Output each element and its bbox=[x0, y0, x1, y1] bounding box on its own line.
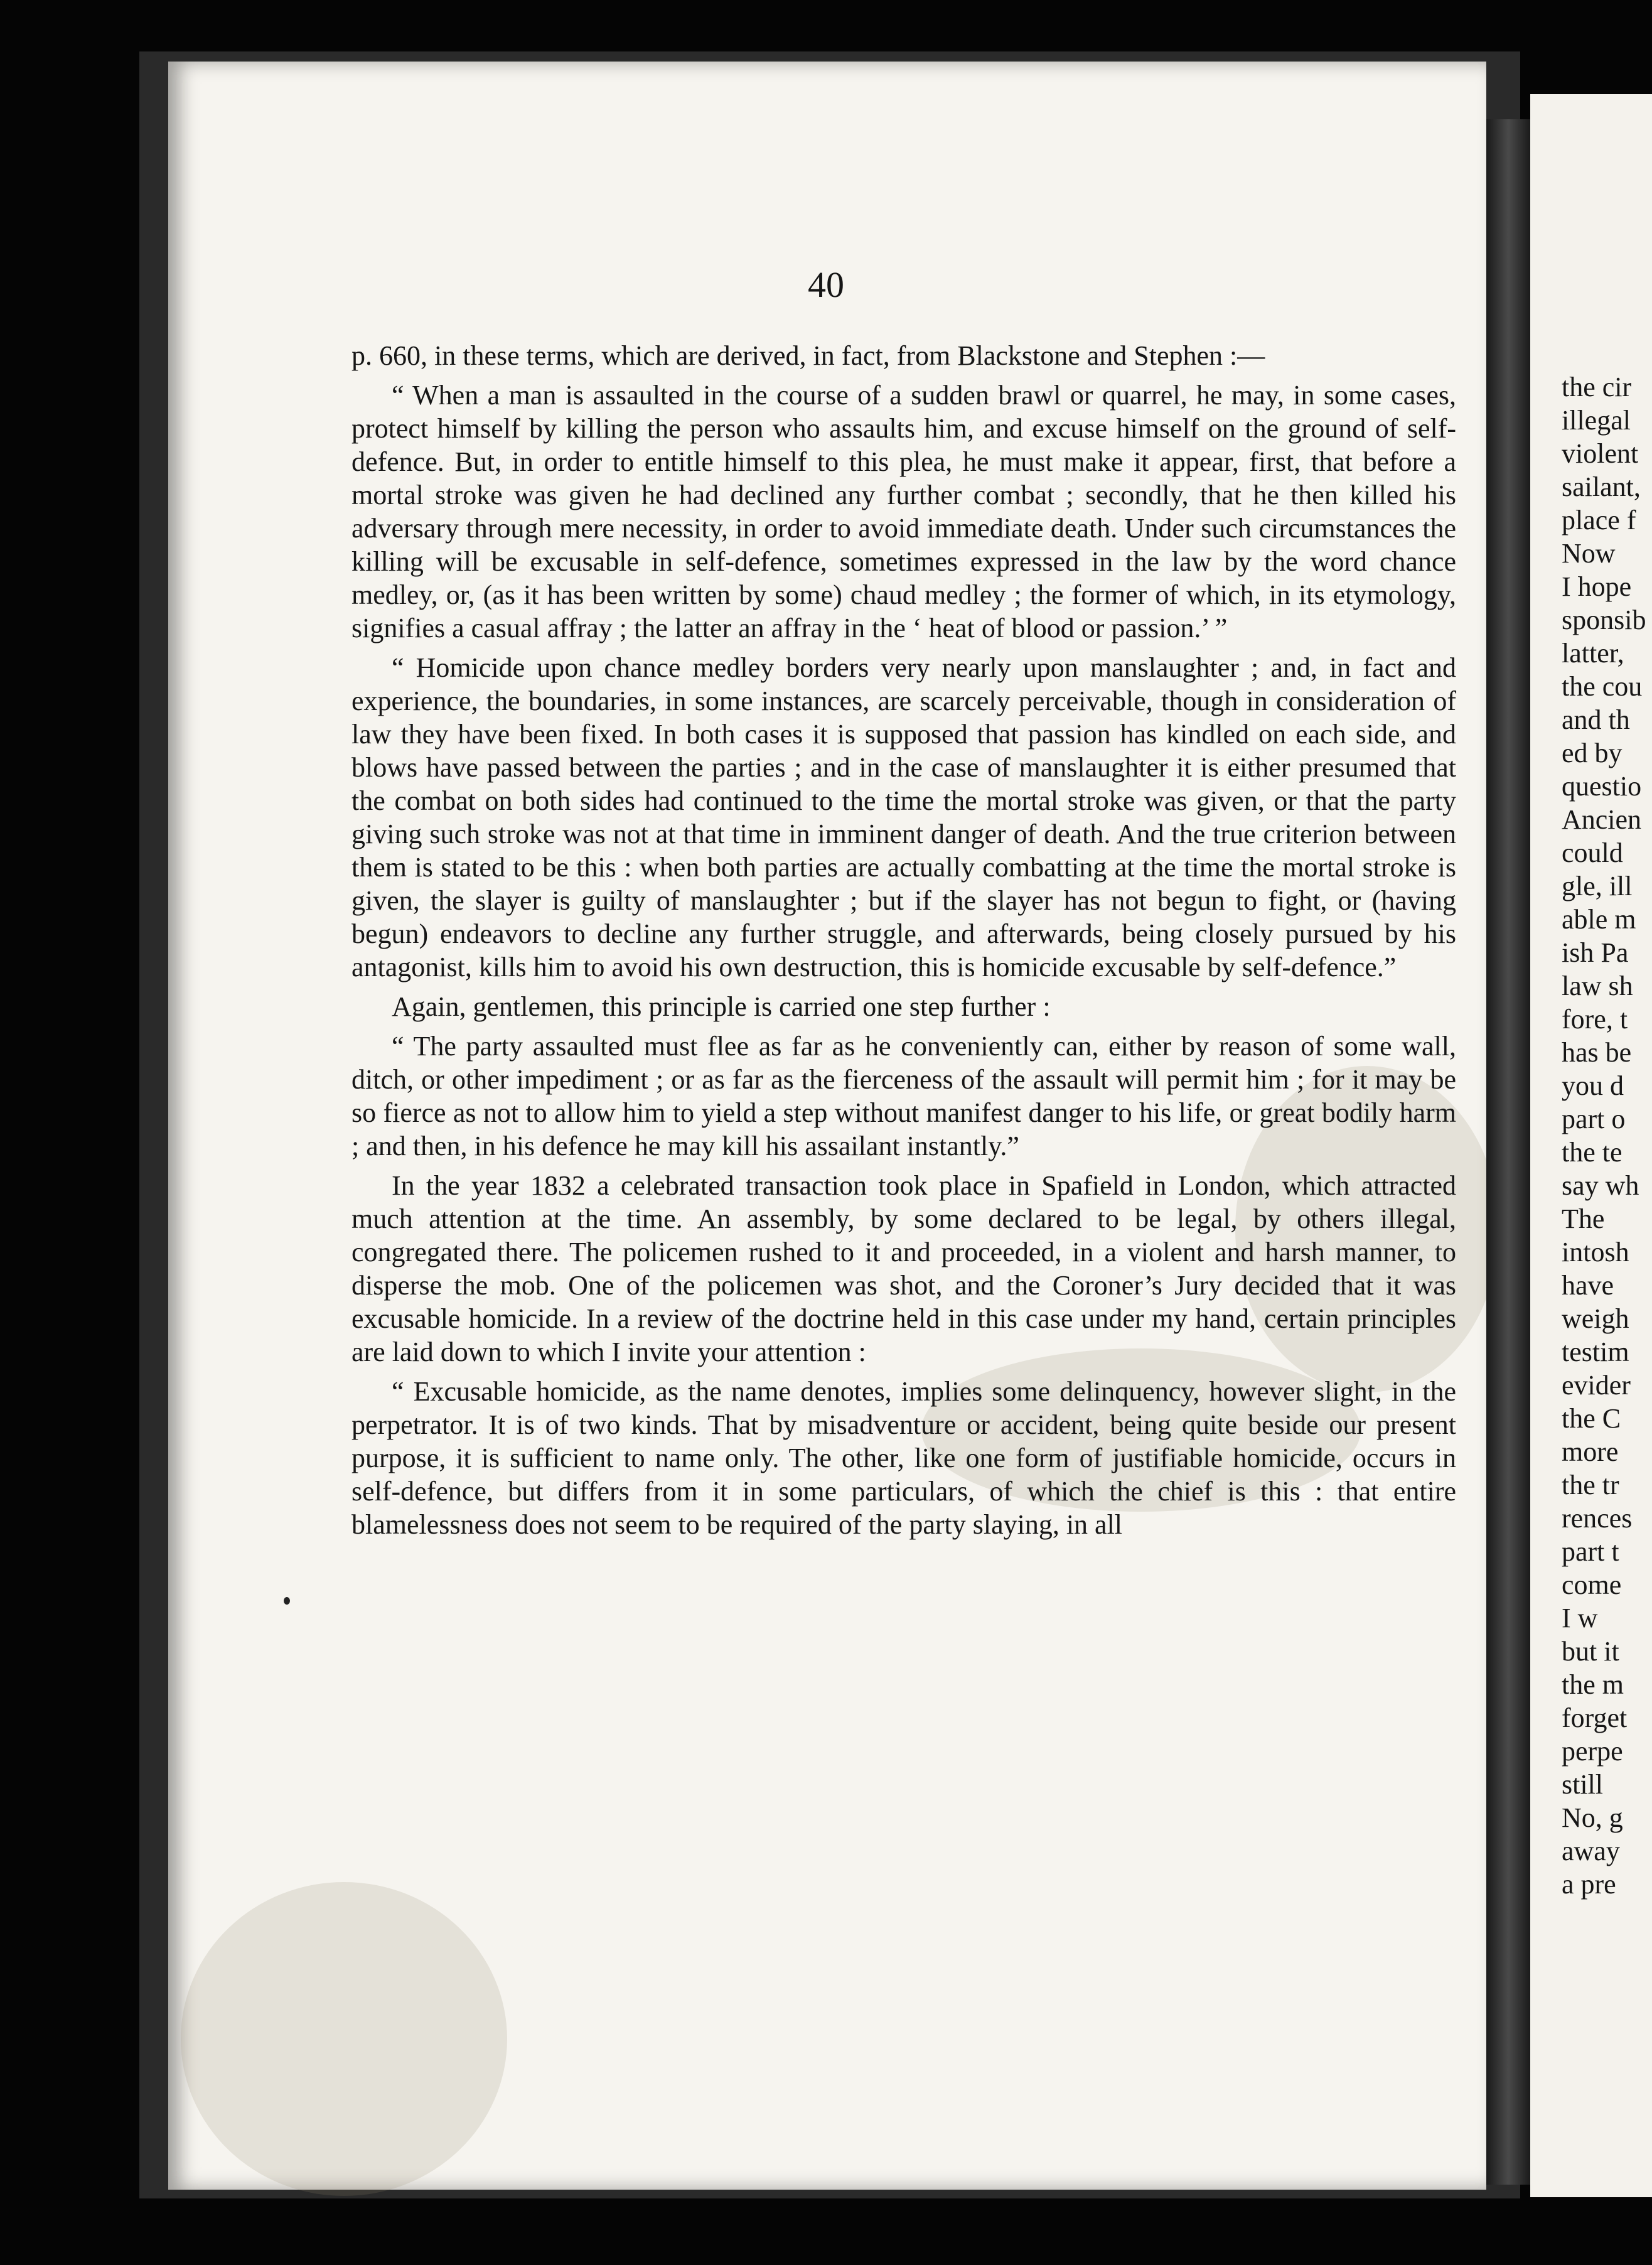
right-page-line: forget bbox=[1562, 1703, 1628, 1733]
right-page-line: the m bbox=[1562, 1669, 1624, 1700]
right-page-line: evider bbox=[1562, 1370, 1631, 1401]
right-page-text bbox=[1562, 370, 1652, 1901]
book-gutter bbox=[1486, 119, 1530, 2185]
right-page-line: part o bbox=[1562, 1104, 1626, 1134]
right-page-line: No, g bbox=[1562, 1802, 1623, 1833]
right-page-line: The bbox=[1562, 1203, 1605, 1234]
right-page-line: but it bbox=[1562, 1636, 1619, 1667]
right-page-line: the tr bbox=[1562, 1470, 1619, 1500]
quote-paragraph: “ Homicide upon chance medley borders very nearly upon manslaughter ; and, in fact and experience, the boundaries, in some instances, are scarcely perceivable, though in consideration of law they have been fixed. In both cases it is supposed that passion has kindled on each side, and blows have passed between the parties ; and in the case of manslaughter it is either presumed that the combat on both sides had continued to the time the mortal stroke was given, or that the party giving such stroke was not at that time in imminent danger of death. And the true criterion between them is stated to be this : when both parties are actually combatting at the time the mortal stroke is given, the slayer is guilty of manslaughter ; but if the slayer has not begun to fight, or (having begun) endeavors to decline any further struggle, and afterwards, being closely pursued by his antagonist, kills him to avoid his own destruction, this is homicide excusable by self-defence.” bbox=[351, 652, 1456, 982]
right-page-line: still bbox=[1562, 1769, 1604, 1800]
right-page-line: violent bbox=[1562, 438, 1639, 469]
right-page-line: ish Pa bbox=[1562, 937, 1629, 968]
right-page-line: law sh bbox=[1562, 971, 1633, 1001]
right-page-line: weigh bbox=[1562, 1303, 1629, 1334]
right-page-line: illegal bbox=[1562, 405, 1631, 436]
right-page-line: a pre bbox=[1562, 1869, 1616, 1900]
right-page-line: have bbox=[1562, 1270, 1614, 1301]
right-page-line: and th bbox=[1562, 704, 1630, 735]
right-page-line: rences bbox=[1562, 1503, 1633, 1534]
right-page-line: part t bbox=[1562, 1536, 1619, 1567]
right-page-line: intosh bbox=[1562, 1237, 1629, 1267]
right-page-line: the te bbox=[1562, 1137, 1622, 1168]
right-page-line: perpe bbox=[1562, 1736, 1623, 1767]
right-page-line: questio bbox=[1562, 771, 1642, 802]
right-page-line: latter, bbox=[1562, 638, 1624, 669]
right-page-line: say wh bbox=[1562, 1170, 1639, 1201]
right-page-line: gle, ill bbox=[1562, 871, 1633, 901]
right-page-line: the cir bbox=[1562, 372, 1632, 402]
quote-paragraph: “ Excusable homicide, as the name denotes, implies some delinquency, however slight, in the perpetrator. It is of two kinds. That by misadventure or accident, being quite beside our present purpose, it is sufficient to name only. The other, like one form of justifiable homicide, occurs in self-defence, but differs from it in some particulars, of which the chief is this : that entire blamelessness does not seem to be required of the party slaying, in all bbox=[351, 1376, 1456, 1540]
right-page-line: has be bbox=[1562, 1037, 1632, 1068]
right-page-line: Ancien bbox=[1562, 804, 1642, 835]
right-page-line: Now bbox=[1562, 538, 1616, 569]
right-page-line: the C bbox=[1562, 1403, 1621, 1434]
right-page-line: you d bbox=[1562, 1070, 1624, 1101]
page-number: 40 bbox=[808, 264, 844, 305]
quote-paragraph: “ When a man is assaulted in the course of a sudden brawl or quarrel, he may, in some cases, protect himself by killing the person who assaults him, and excuse himself on the ground of self-defence. But, in order to entitle himself to this plea, he must make it appear, first, that before a mortal stroke was given he had declined any further combat ; secondly, that he then killed his adversary through mere necessity, in order to avoid immediate death. Under such circumstances the killing will be excusable in self-defence, sometimes expressed in the law by the word chance medley, or, (as it has been written by some) chaud medley ; the former of which, in its etymology, signifies a casual affray ; the latter an affray in the ‘ heat of blood or passion.’ ” bbox=[351, 380, 1456, 643]
right-page-line: place f bbox=[1562, 505, 1636, 535]
right-page bbox=[1530, 94, 1652, 2197]
right-page-line: testim bbox=[1562, 1337, 1629, 1367]
water-stain bbox=[181, 1882, 507, 2196]
right-page-line: more bbox=[1562, 1436, 1619, 1467]
right-page-line: I w bbox=[1562, 1603, 1598, 1633]
right-page-line: the cou bbox=[1562, 671, 1643, 702]
paragraph: In the year 1832 a celebrated transaction took place in Spafield in London, which attracted much attention at the time. An assembly, by some declared to be legal, by others illegal, congregated there. The policemen rushed to it and proceeded, in a violent and harsh manner, to disperse the mob. One of the policemen was shot, and the Coroner’s Jury decided that it was excusable homicide. In a review of the doctrine held in this case under my hand, certain principles are laid down to which I invite your attention : bbox=[351, 1170, 1456, 1367]
body-text bbox=[351, 339, 1456, 1547]
ink-dot bbox=[284, 1597, 290, 1605]
right-page-line: I hope bbox=[1562, 571, 1632, 602]
right-page-line: ed by bbox=[1562, 738, 1622, 768]
quote-paragraph: “ The party assaulted must flee as far as he conveniently can, either by reason of some wall, ditch, or other impediment ; or as far as the fierceness of the assault will permit him ; for it may be so fierce as not to allow him to yield a step without manifest danger to his life, or great bodily harm ; and then, in his defence he may kill his assailant instantly.” bbox=[351, 1031, 1456, 1161]
right-page-line: sponsib bbox=[1562, 605, 1646, 635]
right-page-line: away bbox=[1562, 1836, 1620, 1866]
right-page-line: sailant, bbox=[1562, 471, 1641, 502]
right-page-line: fore, t bbox=[1562, 1004, 1628, 1035]
paragraph: Again, gentlemen, this principle is carried one step further : bbox=[392, 991, 1051, 1022]
right-page-line: come bbox=[1562, 1569, 1622, 1600]
paragraph: p. 660, in these terms, which are derived, in fact, from Blackstone and Stephen :— bbox=[351, 340, 1265, 371]
right-page-line: could bbox=[1562, 837, 1623, 868]
right-page-line: able m bbox=[1562, 904, 1636, 935]
